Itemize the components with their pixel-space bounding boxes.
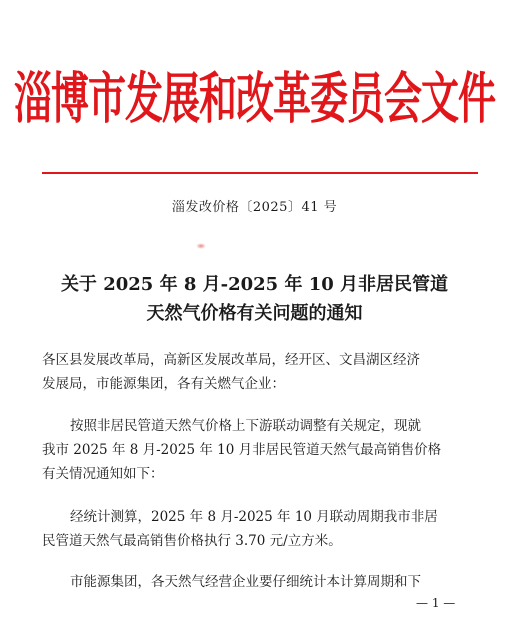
letterhead-title: 淄博市发展和改革委员会文件 — [13, 66, 495, 131]
text-line: 我市 2025 年 8 月-2025 年 10 月非居民管道天然气最高销售价格 — [42, 442, 442, 458]
letterhead-divider — [42, 172, 478, 174]
document-number: 淄发改价格〔2025〕41 号 — [171, 200, 338, 215]
addressee-paragraph — [42, 348, 472, 396]
text-line: 按照非居民管道天然气价格上下游联动调整有关规定，现就 — [70, 418, 421, 434]
text-line: 各区县发展改革局，高新区发展改革局，经开区、文昌湖区经济 — [42, 352, 420, 368]
text-line: 市能源集团，各天然气经营企业要仔细统计本计算周期和下 — [70, 574, 421, 590]
document-title-line-2: 天然气价格有关问题的通知 — [146, 303, 363, 324]
page-number: — 1 — — [416, 596, 456, 610]
text-line: 有关情况通知如下： — [42, 466, 164, 482]
basis-paragraph — [42, 414, 472, 486]
price-paragraph — [42, 505, 472, 553]
text-line: 民管道天然气最高销售价格执行 3.70 元/立方米。 — [42, 533, 342, 549]
operations-paragraph — [42, 570, 472, 594]
ink-smudge — [196, 243, 206, 249]
document-title-line-1: 关于 2025 年 8 月-2025 年 10 月非居民管道 — [60, 274, 449, 295]
text-line: 发展局，市能源集团，各有关燃气企业： — [42, 376, 285, 392]
text-line: 经统计测算，2025 年 8 月-2025 年 10 月联动周期我市非居 — [70, 509, 438, 525]
